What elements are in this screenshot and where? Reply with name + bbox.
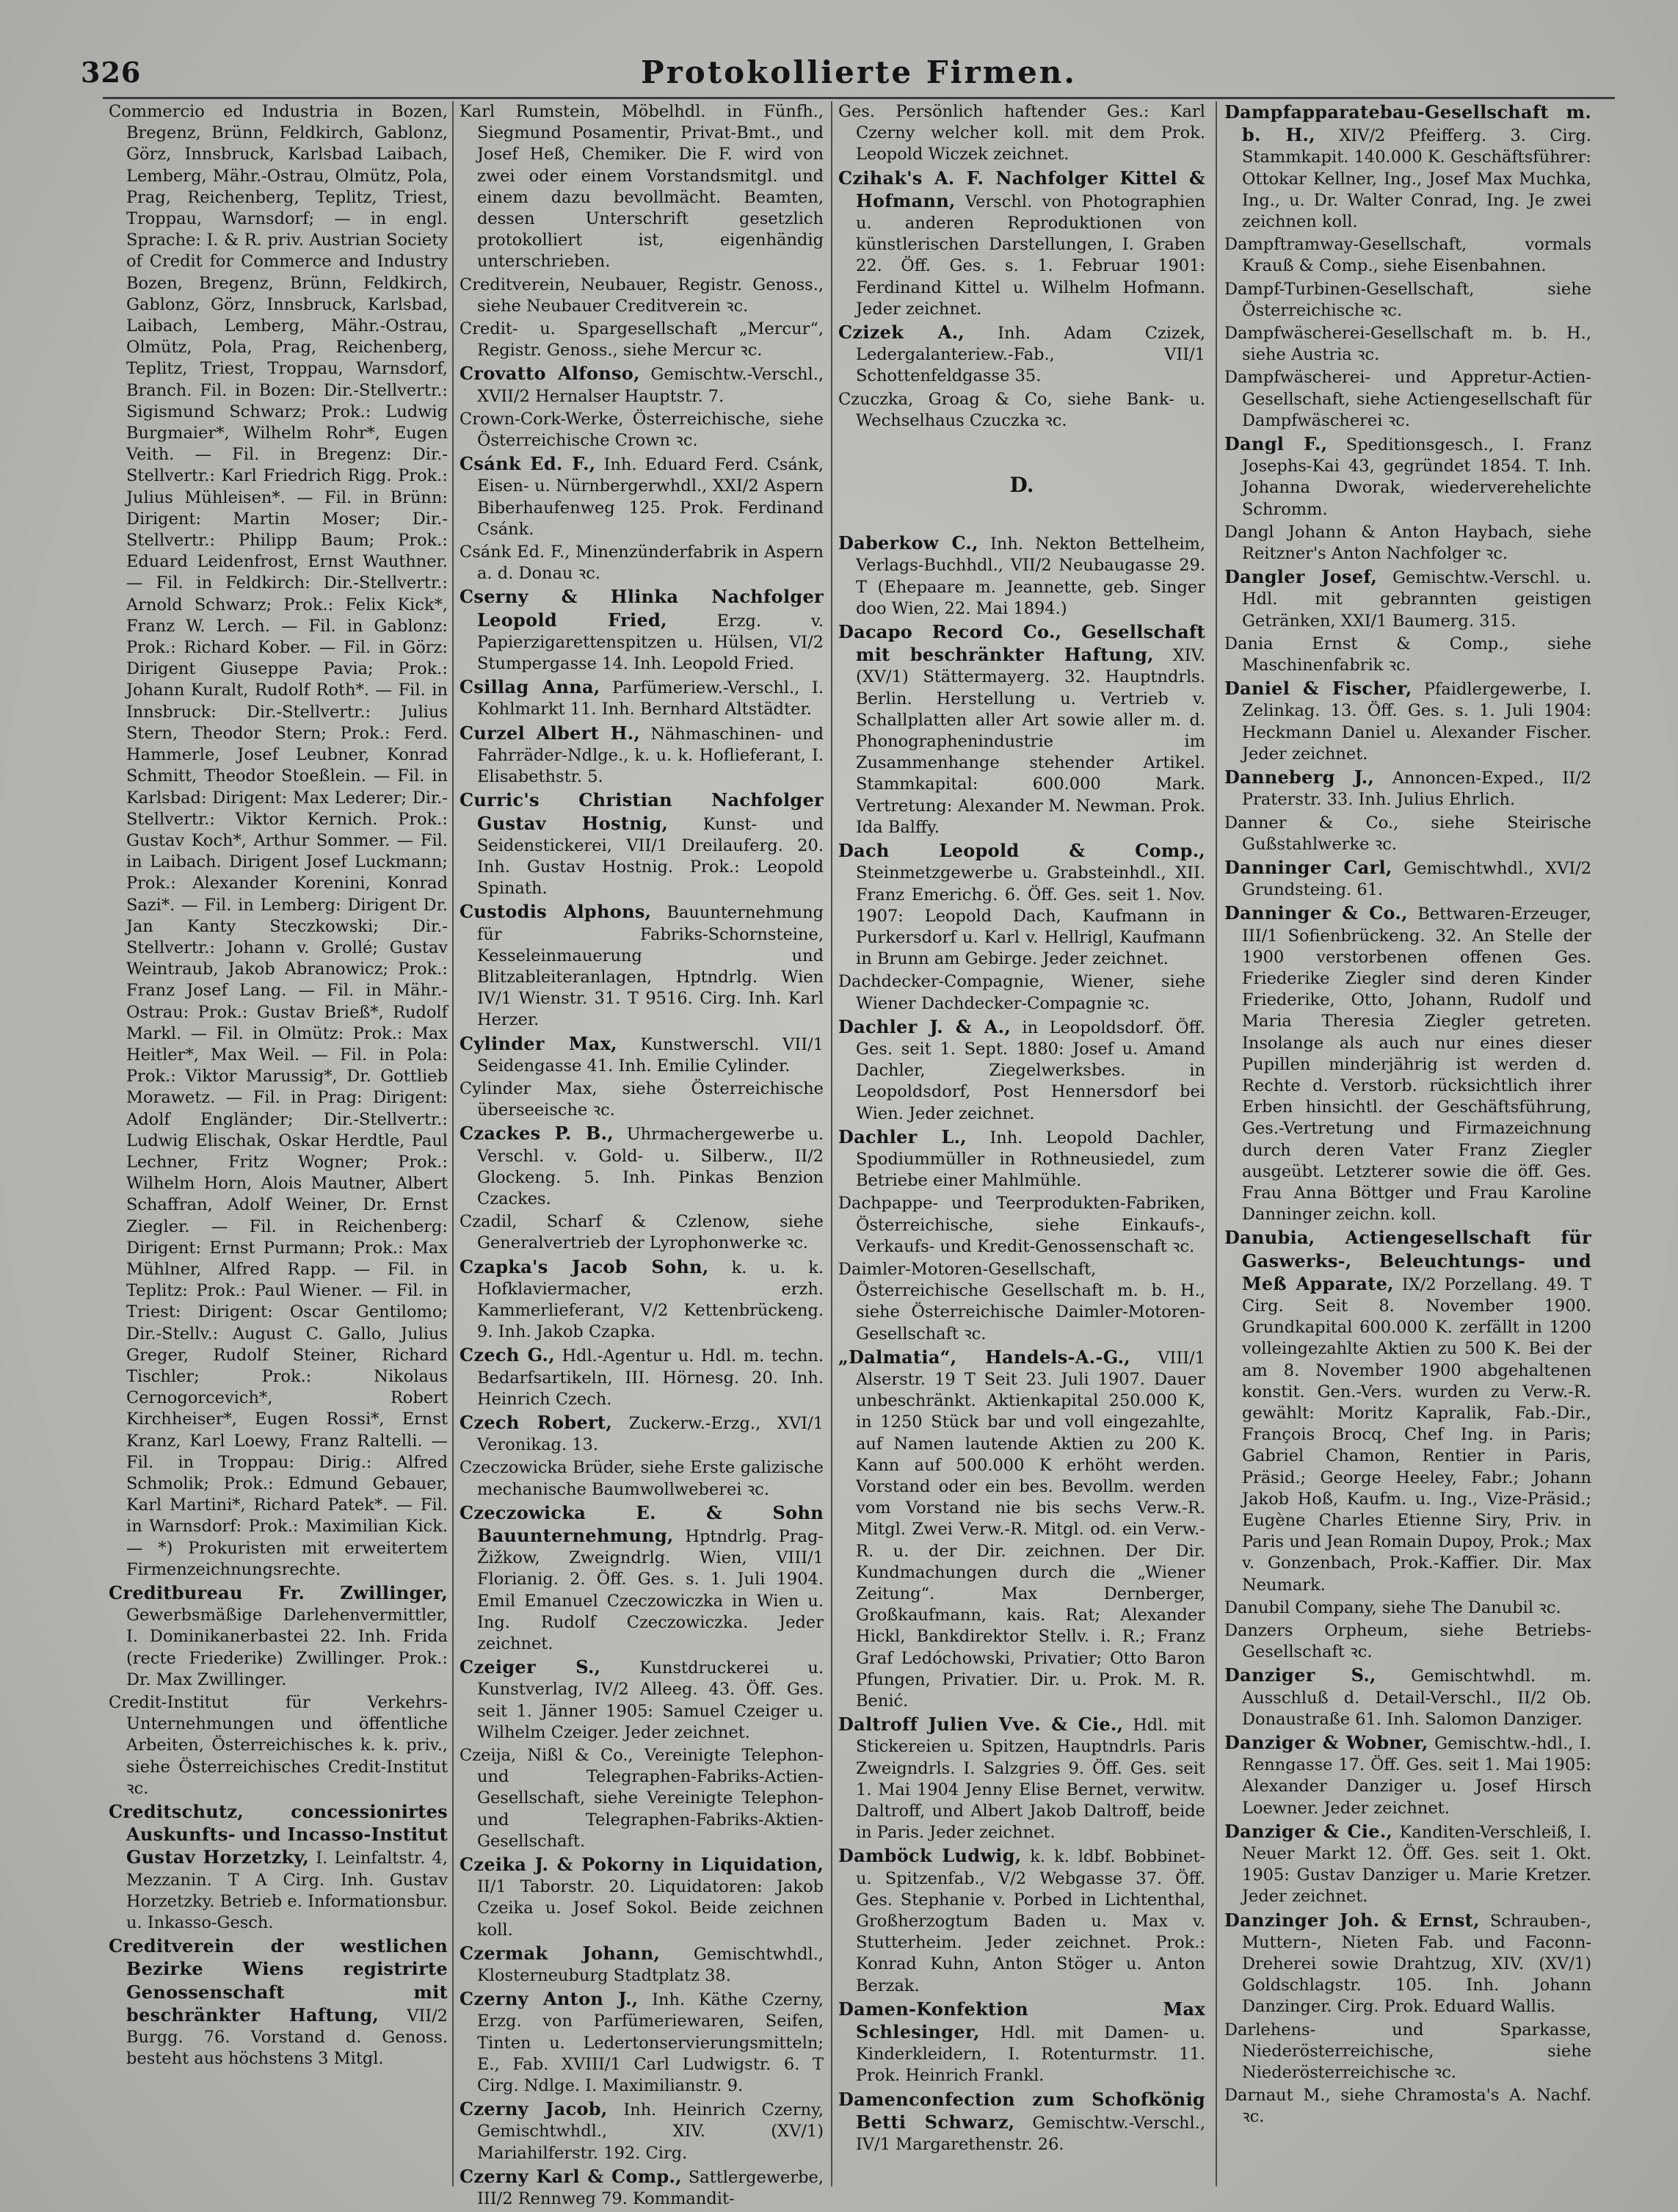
firm-entry [1224, 1910, 1591, 2018]
firm-details: Dampftramway-Gesellschaft, vormals Krauß & Comp., siehe Eisenbahnen. [1224, 235, 1591, 276]
firm-details: Zuckerw.-Erzg., XVI/1 Veronikag. 13. [477, 1413, 824, 1455]
firm-details: Inh. Eduard Ferd. Csánk, Eisen- u. Nürnbergerwhdl., XXI/2 Aspern Biberhaufenweg 125. Prok. Ferdinand Csánk. [477, 455, 824, 539]
firm-name: Dach Leopold & Comp., [838, 840, 1205, 862]
firm-name: Creditbureau Fr. Zwillinger, [109, 1582, 448, 1604]
firm-details: Steinmetzgewerbe u. Grabsteinhdl., XII. Franz Emerichg. 6. Öff. Ges. seit 1. Nov. 1907: Leopold Dach, Kaufmann in Purkersdorf u. Karl v. Hellrigl, Kaufmann in Brunn am Gebirge. Jeder zeichnet. [856, 863, 1205, 969]
firm-entry [460, 1211, 824, 1254]
page-header [81, 51, 1637, 95]
firm-details: Annoncen-Exped., II/2 Praterstr. 33. Inh. Julius Ehrlich. [1242, 769, 1591, 810]
firm-details: Erzg. v. Papierzigarettenspitzen u. Hülsen, VI/2 Stumpergasse 14. Inh. Leopold Fried. [477, 611, 824, 674]
firm-entry [460, 789, 824, 899]
firm-name: Czermak Johann, [460, 1942, 661, 1964]
firm-details: Hdl.-Agentur u. Hdl. m. techn. Bedarfsartikeln, III. Hörnesg. 20. Inh. Heinrich Czech. [477, 1346, 824, 1409]
firm-details: Daimler-Motoren-Gesellschaft, Österreichische Gesellschaft m. b. H., siehe Österreichische Daimler-Motoren-Gesellschaft ꝛc. [838, 1259, 1205, 1343]
firm-name: Czeiger S., [460, 1656, 601, 1678]
firm-name: Czeczowicka E. & Sohn Bauunternehmung, [460, 1501, 824, 1546]
firm-name: Curric's Christian Nachfolger Gustav Hostnig, [460, 789, 824, 834]
firm-entry [460, 901, 824, 1031]
firm-entry [460, 1123, 824, 1210]
firm-details: Ges. Persönlich haftender Ges.: Karl Czerny welcher koll. mit dem Prok. Leopold Wiczek zeichnet. [838, 102, 1205, 164]
firm-details: Czeija, Nißl & Co., Vereinigte Telephon- und Telegraphen-Fabriks-Actien-Gesellschaft, siehe Vereinigte Telephon- und Telegraphen-Fabriks-Aktien-Gesellschaft. [460, 1746, 824, 1851]
column-2 [460, 101, 824, 2209]
firm-entry [1224, 1598, 1591, 1619]
firm-name: Cylinder Max, [460, 1032, 617, 1054]
firm-name: Danninger & Co., [1224, 902, 1408, 924]
firm-entry [460, 2098, 824, 2164]
firm-name: Daltroff Julien Vve. & Cie., [838, 1714, 1124, 1736]
firm-details: Hdl. mit Stickereien u. Spitzen, Hauptndrls. Paris Zweigndrls. I. Salzgries 9. Öff. Ges. seit 1. Mai 1904 Jenny Elise Bernet, verwitw. Daltroff, und Albert Jakob Daltroff, beide in Paris. Jeder zeichnet. [856, 1716, 1205, 1843]
firm-details: Speditionsgesch., I. Franz Josephs-Kai 43, gegründet 1854. T. Inh. Johanna Dworak, wiederverehelichte Schromm. [1242, 435, 1592, 519]
firm-details: Danubil Company, siehe The Danubil ꝛc. [1224, 1598, 1561, 1617]
firm-entry [460, 363, 824, 407]
firm-name: Czapka's Jacob Sohn, [460, 1255, 709, 1277]
firm-name: Czizek A., [838, 322, 965, 344]
firm-details: Bettwaren-Erzeuger, III/1 Sofienbrückeng. 32. An Stelle der 1900 verstorbenen offenen Ges. Friederike Ziegler sind deren Kinder Friederike, Otto, Johann, Rudolf und Maria Theresia Ziegler getreten. Insolange als auch nur eines dieser Pupillen minderjährig ist werden d. Rechte d. Verstorb. rücksichtlich ihrer Erben hinsichtl. der Geschäftsführung, Ges.-Vertretung und Firmazeichnung durch deren Vater Franz Ziegler ausgeübt. Letzterer sowie die öff. Ges. Frau Anna Böttger und Frau Karoline Danninger zeichn. koll. [1242, 904, 1592, 1225]
firm-entry [1224, 766, 1591, 811]
firm-entry [838, 1016, 1205, 1125]
firm-entry [1224, 2085, 1591, 2128]
firm-entry [460, 1988, 824, 2097]
firm-entry [1224, 813, 1591, 855]
firm-details: Dampf-Turbinen-Gesellschaft, siehe Österreichische ꝛc. [1224, 279, 1591, 320]
firm-details: Pfaidlergewerbe, I. Zelinkag. 13. Öff. Ges. s. 1. Juli 1904: Heckmann Daniel u. Alexander Fischer. Jeder zeichnet. [1242, 680, 1591, 764]
firm-details: Gemischtw.-Verschl. u. Hdl. mit gebrannten geistigen Getränken, XXI/1 Baumerg. 315. [1242, 568, 1591, 631]
firm-details: Danzers Orpheum, siehe Betriebs-Gesellschaft ꝛc. [1224, 1621, 1591, 1662]
firm-entry [1224, 1732, 1591, 1819]
firm-name: Curzel Albert H., [460, 722, 641, 744]
firm-name: Danninger Carl, [1224, 856, 1392, 878]
firm-name: Creditschutz, concessionirtes Auskunfts- und Incasso-Institut Gustav Horzetzky, [109, 1801, 448, 1868]
firm-details: Inh. Adam Czizek, Ledergalanteriew.-Fab., VII/1 Schottenfeldgasse 35. [856, 324, 1206, 386]
firm-details: Schrauben-, Muttern-, Nieten Fab. und Faconn-Dreherei sowie Drahtzug, XIV. (XV/1) Goldschlagstr. 105. Inh. Johann Danzinger. Cirg. Prok. Eduard Wallis. [1242, 1911, 1591, 2017]
firm-name: Czech Robert, [460, 1411, 612, 1433]
firm-name: Dangler Josef, [1224, 566, 1378, 588]
firm-entry [109, 1582, 448, 1691]
firm-details: Kanditen-Verschleiß, I. Neuer Markt 12. Öff. Ges. seit 1. Okt. 1905: Gustav Danziger u. Marie Kretzer. Jeder zeichnet. [1242, 1822, 1591, 1907]
firm-details: Uhrmachergewerbe u. Verschl. v. Gold- u. Silberw., II/2 Glockeng. 5. Inh. Pinkas Benzion Czackes. [477, 1125, 824, 1208]
firm-details: XIV. (XV/1) Stättermayerg. 32. Hauptndrls. Berlin. Herstellung u. Vertrieb v. Schallplatten aller Art sowie aller m. d. Phonographenindustrie im Zusammenhange stehender Artikel. Stammkapital: 600.000 Mark. Vertretung: Alexander M. Newman. Prok. Ida Balffy. [856, 646, 1205, 837]
firm-entry [1224, 101, 1591, 233]
firm-details: Czeczowicka Brüder, siehe Erste galizische mechanische Baumwollweberei ꝛc. [460, 1458, 824, 1499]
firm-name: Czech G., [460, 1344, 555, 1366]
firm-details: Dampfwäscherei- und Appretur-Actien-Gesellschaft, siehe Actiengesellschaft für Dampfwäscherei ꝛc. [1224, 368, 1591, 430]
firm-entry [460, 676, 824, 720]
firm-entry [1224, 566, 1591, 632]
firm-entry [460, 275, 824, 317]
firm-entry [838, 101, 1205, 166]
firm-details: Kunst- und Seidenstickerei, VII/1 Dreilauferg. 20. Inh. Gustav Hostnig. Prok.: Leopold Spinath. [477, 814, 824, 899]
page-number: 326 [81, 56, 142, 89]
firm-details: Darnaut M., siehe Chramosta's A. Nachf. ꝛc. [1224, 2086, 1591, 2127]
firm-name: Czerny Jacob, [460, 2098, 608, 2120]
firm-name: Danziger & Cie., [1224, 1820, 1393, 1842]
firm-details: Dachpappe- und Teerprodukten-Fabriken, Österreichische, siehe Einkaufs-, Verkaufs- und Kredit-Genossenschaft ꝛc. [838, 1194, 1205, 1256]
firm-entry [1224, 1620, 1591, 1663]
firm-name: „Dalmatia“, Handels-A.-G., [838, 1346, 1130, 1368]
firm-details: Cylinder Max, siehe Österreichische überseeische ꝛc. [460, 1078, 824, 1120]
firm-details: Inh. Heinrich Czerny, Gemischtwhdl., XIV. (XV/1) Mariahilferstr. 192. Cirg. [477, 2100, 824, 2163]
firm-entry [838, 1714, 1205, 1843]
firm-details: Hdl. mit Damen- u. Kinderkleidern, I. Rotenturmstr. 11. Prok. Heinrich Frankl. [856, 2023, 1205, 2086]
firm-details: Danner & Co., siehe Steirische Gußstahlwerke ꝛc. [1224, 813, 1591, 854]
firm-name: Custodis Alphons, [460, 901, 652, 923]
firm-details: XIV/2 Pfeifferg. 3. Cirg. Stammkapit. 140.000 K. Geschäftsführer: Ottokar Kellner, Ing., Josef Max Muchka, Ing., u. Dr. Walter Conrad, Ing. Je zwei zeichnen koll. [1242, 126, 1591, 232]
firm-entry [460, 319, 824, 361]
firm-details: Dampfwäscherei-Gesellschaft m. b. H., siehe Austria ꝛc. [1224, 324, 1591, 365]
firm-details: k. u. k. Hofklaviermacher, erzh. Kammerlieferant, V/2 Kettenbrückeng. 9. Inh. Jakob Czapka. [477, 1258, 824, 1342]
firm-entry [1224, 902, 1591, 1225]
firm-details: Csánk Ed. F., Minenzünderfabrik in Aspern a. d. Donau ꝛc. [460, 543, 824, 584]
firm-entry [460, 101, 824, 273]
column-divider [1216, 101, 1217, 2186]
firm-entry [460, 1457, 824, 1500]
firm-name: Csillag Anna, [460, 676, 600, 698]
firm-name: Dachler L., [838, 1125, 967, 1147]
firm-name: Czerny Karl & Comp., [460, 2165, 682, 2187]
firm-entry [460, 542, 824, 584]
firm-entry [1224, 1227, 1591, 1595]
firm-details: Crown-Cork-Werke, Österreichische, siehe Österreichische Crown ꝛc. [460, 409, 824, 451]
firm-details: Dangl Johann & Anton Haybach, siehe Reitzner's Anton Nachfolger ꝛc. [1224, 522, 1591, 564]
firm-name: Creditverein der westlichen Bezirke Wiens registrirte Genossenschaft mit beschränkter Haftung, [109, 1935, 448, 2026]
firm-entry [838, 389, 1205, 432]
firm-name: Dacapo Record Co., Gesellschaft mit beschränkter Haftung, [838, 621, 1205, 666]
firm-details: Inh. Nekton Bettelheim, Verlags-Buchhdl., VII/2 Neubaugasse 29. T (Ehepaare m. Jeannette, geb. Singer doo Wien, 22. Mai 1894.) [856, 534, 1206, 618]
running-title: Protokollierte Firmen. [641, 54, 1077, 90]
firm-details: Nähmaschinen- und Fahrräder-Ndlge., k. u. k. Hoflieferant, I. Elisabethstr. 5. [477, 724, 824, 787]
firm-details: Czuczka, Groag & Co, siehe Bank- u. Wechselhaus Czuczka ꝛc. [838, 389, 1205, 430]
firm-name: Czackes P. B., [460, 1123, 614, 1145]
firm-entry [109, 101, 448, 1581]
firm-entry [838, 621, 1205, 838]
firm-details: Gemischtw.-Verschl., XVII/2 Hernalser Hauptstr. 7. [477, 365, 824, 406]
firm-entry [460, 1656, 824, 1744]
section-letter: D. [1009, 473, 1034, 498]
firm-entry [1224, 634, 1591, 676]
firm-entry [460, 1502, 824, 1655]
firm-entry [1224, 2020, 1591, 2084]
firm-details: IX/2 Porzellang. 49. T Cirg. Seit 8. November 1900. Grundkapital 600.000 K. zerfällt in 1200 volleingezahlte Aktien zu 500 K. Bei der am 8. November 1900 abgehaltenen konstit. Gen.-Vers. wurden zu Verw.-R. gewählt: Moritz Kapralik, Fab.-Dir., François Brocq, Chef Ing. in Paris; Gabriel Chamon, Rentier in Paris, Präsid.; George Heeley, Fabr.; Johann Jakob Hoß, Kaufm. u. Ing., Vize-Präsid.; Eugène Charles Etienne Siry, Priv. in Paris und Jean Romain Dupoy, Prok.; Max v. Gonzenbach, Prok.-Kaffier. Dir. Max Neumark. [1242, 1274, 1592, 1595]
firm-entry [838, 322, 1205, 388]
firm-entry [109, 1692, 448, 1799]
firm-entry [838, 1126, 1205, 1192]
firm-entry [460, 2166, 824, 2210]
firm-entry [460, 1854, 824, 1941]
firm-details: Gemischtwhdl., XVI/2 Grundsteing. 61. [1242, 858, 1592, 900]
firm-details: VIII/1 Alserstr. 19 T Seit 23. Juli 1907. Dauer unbeschränkt. Aktienkapital 250.000 K, in 1250 Stück bar und voll eingezahlte, auf Namen lautende Aktien zu 200 K. Kann auf 500.000 K erhöht werden. Vorstand oder ein bes. Bevollm. werden vom Vorstand nie bis sechs Verw.-R. Mitgl. Zwei Verw.-R. Mitgl. od. ein Verw.-R. u. der Dir. zeichnen. Der Dir. Kundmachungen durch die „Wiener Zeitung“. Max Dernberger, Großkaufmann, kais. Rat; Alexander Hickl, Bankdirektor Stellv. i. R.; Franz Graf Ledóchowski, Privatier; Otto Baron Pfungen, Privatier. Dir. u. Prok. M. R. Benić. [856, 1348, 1205, 1711]
column-divider [452, 101, 454, 2186]
column-1 [109, 101, 448, 2186]
firm-details: Gemischtw.-hdl., I. Renngasse 17. Öff. Ges. seit 1. Mai 1905: Alexander Danziger u. Josef Hirsch Loewner. Jeder zeichnet. [1242, 1734, 1592, 1818]
firm-entry [838, 1346, 1205, 1712]
firm-entry [1224, 1821, 1591, 1908]
header-rule [103, 97, 1615, 99]
firm-name: Dampfapparatebau-Gesellschaft m. b. H., [1224, 101, 1591, 146]
firm-entry [460, 722, 824, 788]
firm-details: Dachdecker-Compagnie, Wiener, siehe Wiener Dachdecker-Compagnie ꝛc. [838, 972, 1205, 1013]
firm-name: Danziger & Wobner, [1224, 1732, 1428, 1754]
firm-details: Inh. Leopold Dachler, Spodiummüller in Rothneusiedel, zum Betriebe einer Mahlmühle. [856, 1128, 1206, 1191]
firm-name: Dangl F., [1224, 433, 1328, 455]
firm-details: Gemischtwhdl., Klosterneuburg Stadtplatz 38. [477, 1944, 824, 1986]
firm-name: Danzinger Joh. & Ernst, [1224, 1909, 1480, 1931]
firm-details: Bauunternehmung für Fabriks-Schornsteine, Kesseleinmauerung und Blitzableiteranlagen, Hptndrlg. Wien IV/1 Wienstr. 31. T 9516. Cirg. Inh. Karl Herzer. [477, 903, 824, 1030]
firm-entry [838, 1259, 1205, 1345]
firm-details: Dania Ernst & Comp., siehe Maschinenfabrik ꝛc. [1224, 634, 1591, 675]
column-3 [838, 101, 1205, 2186]
firm-details: k. k. ldbf. Bobbinet- u. Spitzenfab., V/2 Webgasse 37. Öff. Ges. Stephanie v. Porbed in Lichtenthal, Großherzogtum Baden u. Max v. Stutterheim. Jeder zeichnet. Prok.: Konrad Kuhn, Anton Stöger u. Anton Berzak. [856, 1847, 1205, 1995]
firm-entry [460, 586, 824, 675]
firm-entry [838, 167, 1205, 320]
firm-entry [460, 409, 824, 452]
firm-entry [460, 1943, 824, 1987]
firm-name: Damen-Konfektion Max Schlesinger, [838, 1998, 1205, 2043]
firm-details: Commercio ed Industria in Bozen, Bregenz, Brünn, Feldkirch, Gablonz, Görz, Innsbruck, Karlsbad Laibach, Lemberg, Mähr.-Ostrau, Olmütz, Pola, Prag, Reichenberg, Teplitz, Triest, Troppau, Warnsdorf; — in engl. Sprache: I. & R. priv. Austrian Society of Credit for Commerce and Industry Bozen, Bregenz, Brünn, Feldkirch, Gablonz, Görz, Innsbruck, Karlsbad, Laibach, Lemberg, Mähr.-Ostrau, Olmütz, Pola, Prag, Reichenberg, Teplitz, Triest, Troppau, Warnsdorf, Branch. Fil. in Bozen: Dir.-Stellvertr.: Sigismund Schwarz; Prok.: Ludwig Burgmaier*, Wilhelm Rohr*, Eugen Veith. — Fil. in Bregenz: Dir.-Stellvertr.: Karl Friedrich Rigg. Prok.: Julius Mühleisen*. — Fil. in Brünn: Dirigent: Martin Moser; Dir.-Stellvertr.: Philipp Baum; Prok.: Eduard Leidenfrost, Ernst Wauthner. — Fil. in Feldkirch: Dir.-Stellvertr.: Arnold Schwarz; Prok.: Felix Kick*, Franz W. Lerch. — Fil. in Gablonz: Prok.: Richard Kober. — Fil. in Görz: Dirigent Giuseppe Pavia; Prok.: Johann Kuralt, Rudolf Roth*. — Fil. in Innsbruck: Dir.-Stellvertr.: Julius Stern, Theodor Stern; Prok.: Ferd. Hammerle, Josef Leubner, Konrad Schmitt, Theodor Stoeßlein. — Fil. in Karlsbad: Dirigent: Max Lederer; Dir.-Stellvertr.: Viktor Kernich. Prok.: Gustav Koch*, Arthur Sommer. — Fil. in Laibach. Dirigent Josef Luckmann; Prok.: Alexander Korenini, Konrad Sazi*. — Fil. in Lemberg: Dirigent Dr. Jan Kanty Steczkowski; Dir.-Stellvertr.: Johann v. Grollé; Gustav Weintraub, Jakob Abranowicz; Prok.: Franz Josef Lang. — Fil. in Mähr.-Ostrau: Prok.: Gustav Brieß*, Rudolf Markl. — Fil. in Olmütz: Prok.: Max Heitler*, Max Weil. — Fil. in Pola: Prok.: Viktor Marussig*, Dr. Gottlieb Morawetz. — Fil. in Prag: Dirigent: Adolf Engländer; Dir.-Stellvertr.: Ludwig Elischak, Oskar Herdtle, Paul Lechner, Fritz Wogner; Prok.: Wilhelm Horn, Alois Mautner, Albert Schaffran, Adolf Weiner, Dr. Ernst Ziegler. — Fil. in Reichenberg: Dirigent: Ernst Purmann; Prok.: Max Mühlner, Alfred Rapp. — Fil. in Teplitz: Prok.: Paul Wiener. — Fil. in Triest: Dirigent: Oscar Gentilomo; Dir.-Stellv.: August C. Gallo, Julius Greger, Rudolf Steiner, Richard Tischler; Prok.: Nikolaus Cernogorcevich*, Robert Kirchheiser*, Eugen Rossi*, Ernst Kranz, Karl Loewy, Franz Raltelli. — Fil. in Troppau: Dirig.: Alfred Schmolik; Prok.: Edmund Gebauer, Karl Martini*, Richard Patek*. — Fil. in Warnsdorf: Prok.: Maximilian Kick. — *) Prokuristen mit erweitertem Firmenzeichnungsrechte. [109, 102, 448, 1579]
firm-details: Kunstwerschl. VII/1 Seidengasse 41. Inh. Emilie Cylinder. [477, 1034, 824, 1076]
firm-entry [838, 1998, 1205, 2087]
firm-name: Danneberg J., [1224, 766, 1375, 788]
column-4 [1224, 101, 1591, 2186]
firm-entry [460, 1745, 824, 1852]
firm-name: Danziger S., [1224, 1664, 1376, 1686]
firm-entry [109, 1801, 448, 1934]
firm-details: in Leopoldsdorf. Öff. Ges. seit 1. Sept. 1880: Josef u. Amand Dachler, Ziegelwerksbes. in Leopoldsdorf, Post Hennersdorf bei Wien. Jeder zeichnet. [856, 1018, 1205, 1123]
firm-entry [460, 1078, 824, 1121]
firm-details: Gemischtwhdl. m. Ausschluß d. Detail-Verschl., II/2 Ob. Donaustraße 61. Inh. Salomon Danziger. [1242, 1667, 1591, 1729]
firm-entry [1224, 857, 1591, 901]
firm-details: Credit- u. Spargesellschaft „Mercur“, Registr. Genoss., siehe Mercur ꝛc. [460, 319, 824, 360]
firm-entry [109, 1935, 448, 2070]
firm-name: Czerny Anton J., [460, 1988, 639, 2010]
firm-details: Parfümeriew.-Verschl., I. Kohlmarkt 11. Inh. Bernhard Altstädter. [477, 678, 824, 719]
firm-details: Karl Rumstein, Möbelhdl. in Fünfh., Siegmund Posamentir, Privat-Bmt., und Josef Heß, Chemiker. Die F. wird von zwei oder einem Vorstandsmitgl. und einem dazu bevollmächt. Beamten, dessen Unterschrift gesetzlich protokolliert ist, eigenhändig unterschrieben. [460, 102, 824, 272]
firm-details: Gewerbsmäßige Darlehenvermittler, I. Dominikanerbastei 22. Inh. Frida (recte Friederike) Zwillinger. Prok.: Dr. Max Zwillinger. [126, 1606, 448, 1689]
firm-entry [460, 1412, 824, 1456]
firm-entry [1224, 367, 1591, 432]
firm-name: Danubia, Actiengesellschaft für Gaswerks-, Beleuchtungs- und Meß Apparate, [1224, 1227, 1591, 1294]
firm-name: Crovatto Alfonso, [460, 363, 640, 385]
firm-details: Inh. Käthe Czerny, Erzg. von Parfümeriewaren, Seifen, Tinten u. Ledertonservierungsmitteln; E., Fab. XVIII/1 Carl Ludwigstr. 6. T Cirg. Ndlge. I. Maximilianstr. 9. [477, 1990, 824, 2096]
firm-entry [838, 1193, 1205, 1258]
firm-details: Credit-Institut für Verkehrs-Unternehmungen und öffentliche Arbeiten, Österreichisches k. k. priv., siehe Österreichisches Credit-Institut ꝛc. [109, 1693, 448, 1798]
firm-entry [1224, 234, 1591, 277]
firm-name: Daberkow C., [838, 532, 978, 554]
firm-name: Damböck Ludwig, [838, 1845, 1022, 1867]
firm-details: Sattlergewerbe, III/2 Rennweg 79. Kommandit- [477, 2167, 824, 2209]
firm-name: Daniel & Fischer, [1224, 678, 1412, 700]
firm-entry [838, 840, 1205, 970]
firm-entry [838, 2089, 1205, 2156]
firm-details: Hptndrlg. Prag-Žižkow, Zweigndrlg. Wien, VIII/1 Florianig. 2. Öff. Ges. s. 1. Juli 1904. Emil Emanuel Czeczowiczka in Wien u. Ing. Rudolf Czeczowiczka. Jeder zeichnet. [477, 1527, 824, 1654]
firm-entry [460, 1256, 824, 1343]
firm-details: Czadil, Scharf & Czlenow, siehe Generalvertrieb der Lyrophonwerke ꝛc. [460, 1212, 824, 1253]
firm-name: Czihak's A. F. Nachfolger Kittel & Hofmann, [838, 167, 1205, 211]
firm-entry [460, 453, 824, 540]
firm-details: Verschl. von Photographien u. anderen Reproduktionen von künstlerischen Darstellungen, I. Graben 22. Öff. Ges. s. 1. Februar 1901: Ferdinand Kittel u. Wilhelm Hofmann. Jeder zeichnet. [856, 192, 1205, 319]
firm-entry [838, 532, 1205, 620]
firm-details: II/1 Taborstr. 20. Liquidatoren: Jakob Czeika u. Josef Sokol. Beide zeichnen koll. [477, 1877, 824, 1940]
firm-details: VII/2 Burgg. 76. Vorstand d. Genoss. besteht aus höchstens 3 Mitgl. [126, 2006, 448, 2069]
firm-entry [838, 971, 1205, 1014]
firm-details: Darlehens- und Sparkasse, Niederösterreichische, siehe Niederösterreichische ꝛc. [1224, 2020, 1591, 2083]
firm-details: Creditverein, Neubauer, Registr. Genoss., siehe Neubauer Creditverein ꝛc. [460, 275, 824, 316]
firm-entry [1224, 678, 1591, 765]
firm-details: Kunstdruckerei u. Kunstverlag, IV/2 Alleeg. 43. Öff. Ges. seit 1. Jänner 1905: Samuel Czeiger u. Wilhelm Czeiger. Jeder zeichnet. [477, 1658, 824, 1742]
firm-entry [1224, 279, 1591, 322]
firm-name: Dachler J. & A., [838, 1015, 1011, 1037]
firm-entry [1224, 433, 1591, 521]
firm-name: Damenconfection zum Schofkönig Betti Schwarz, [838, 2088, 1205, 2133]
firm-entry [1224, 1664, 1591, 1730]
firm-name: Czeika J. & Pokorny in Liquidation, [460, 1854, 824, 1876]
firm-entry [1224, 323, 1591, 366]
firm-entry [838, 1845, 1205, 1996]
firm-name: Csánk Ed. F., [460, 453, 596, 475]
firm-name: Cserny & Hlinka Nachfolger Leopold Fried, [460, 586, 824, 631]
firm-details: I. Leinfaltstr. 4, Mezzanin. T A Cirg. Inh. Gustav Horzetzky. Betrieb e. Informationsbur. u. Inkasso-Gesch. [126, 1849, 448, 1933]
firm-entry [1224, 522, 1591, 565]
firm-details: Gemischtw.-Verschl., IV/1 Margarethenstr. 26. [856, 2113, 1205, 2155]
firm-entry [460, 1033, 824, 1077]
firm-entry [460, 1344, 824, 1410]
column-divider [831, 101, 832, 2186]
